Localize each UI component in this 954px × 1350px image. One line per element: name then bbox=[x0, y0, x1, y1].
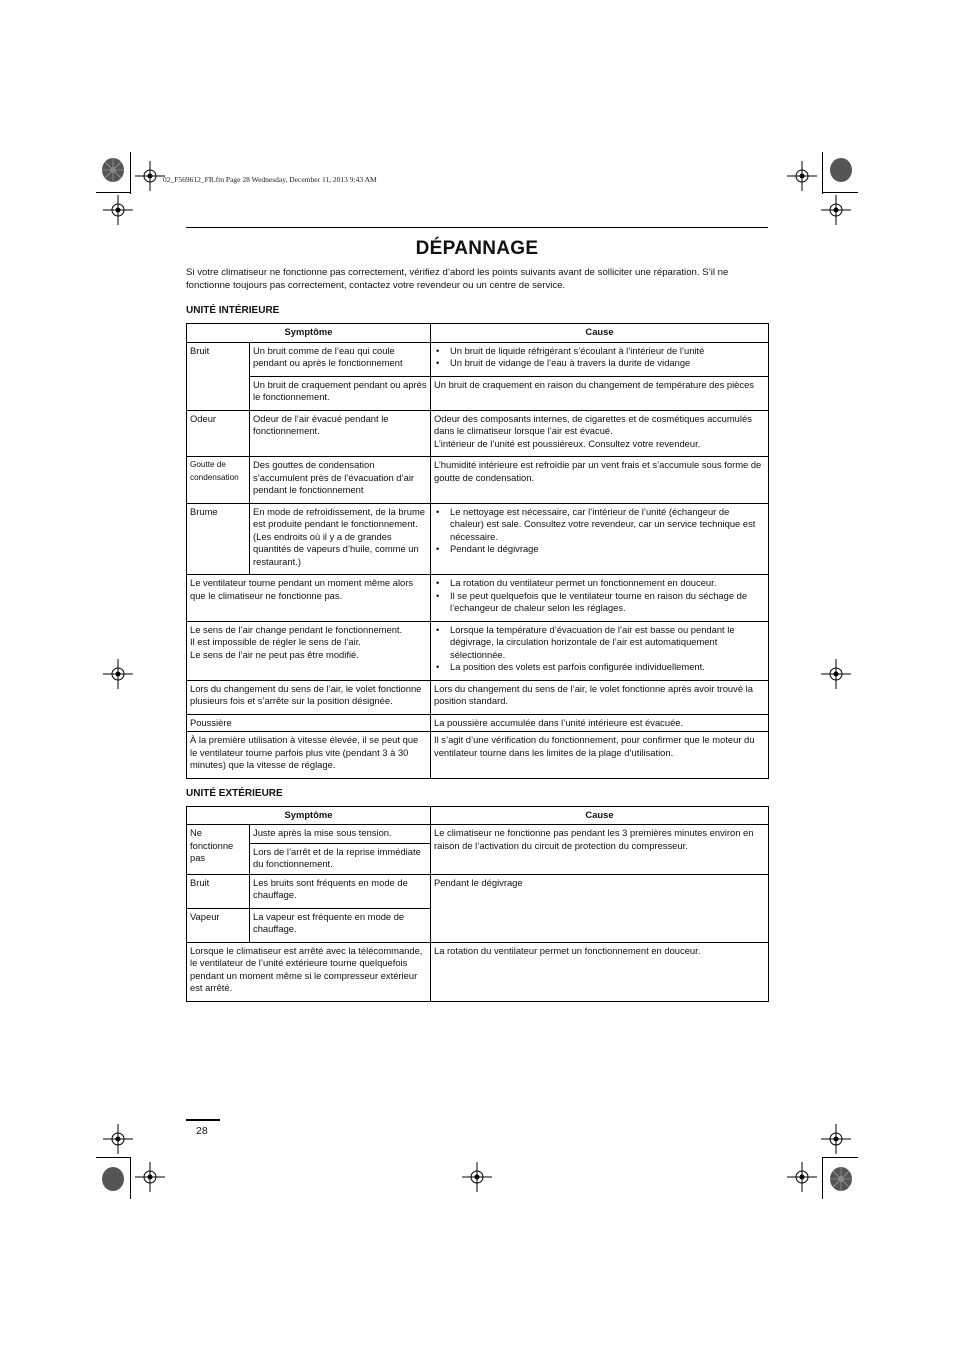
table-header-row bbox=[187, 806, 769, 825]
category-cell: Bruit bbox=[187, 874, 250, 908]
color-target-icon bbox=[101, 157, 125, 183]
page-number: 28 bbox=[196, 1125, 208, 1137]
crosshair-icon bbox=[135, 1162, 165, 1192]
color-target-icon bbox=[829, 1166, 853, 1192]
page-title: DÉPANNAGE bbox=[415, 238, 539, 259]
crosshair-icon bbox=[787, 1162, 817, 1192]
cause-cell: Lors du changement du sens de l’air, le volet fonctionne après avoir trouvé la position standard. bbox=[431, 680, 769, 714]
symptom-line: En mode de refroidissement, de la brume est produite pendant le fonctionnement. bbox=[253, 505, 425, 529]
symptom-cell: Lors de l’arrêt et de la reprise immédiate du fonctionnement. bbox=[250, 843, 431, 874]
color-target-icon bbox=[829, 157, 853, 183]
outdoor-heading: UNITÉ EXTÉRIEURE bbox=[186, 787, 283, 799]
color-target-icon bbox=[101, 1166, 125, 1192]
symptom-cell: Juste après la mise sous tension. bbox=[250, 825, 431, 844]
trim-mark bbox=[822, 192, 858, 193]
cause-bullet: • La rotation du ventilateur permet un fonctionnement en douceur. bbox=[434, 577, 765, 590]
table-row bbox=[187, 732, 769, 779]
table-row bbox=[187, 874, 769, 908]
crosshair-icon bbox=[821, 1124, 851, 1154]
file-info: 02_F569612_FR.fm Page 28 Wednesday, December 11, 2013 9:43 AM bbox=[163, 175, 377, 184]
table-row bbox=[187, 342, 769, 376]
page-content bbox=[186, 227, 768, 1002]
symptom-cell: Des gouttes de condensation s’accumulent près de l’évacuation d’air pendant le fonctionnement bbox=[250, 457, 431, 504]
table-row bbox=[187, 575, 769, 622]
symptom-line: Le sens de l’air change pendant le fonctionnement. bbox=[190, 623, 403, 635]
cause-cell bbox=[431, 342, 769, 376]
category-cell: Vapeur bbox=[187, 908, 250, 942]
symptom-cell: Les bruits sont fréquents en mode de chauffage. bbox=[250, 874, 431, 908]
cause-cell bbox=[431, 575, 769, 622]
crosshair-icon bbox=[103, 195, 133, 225]
cause-cell: Il s’agit d’une vérification du fonctionnement, pour confirmer que le moteur du ventilateur tourne dans les limites de la plage d’utilisation. bbox=[431, 732, 769, 779]
crosshair-icon bbox=[787, 161, 817, 191]
cause-cell: Un bruit de craquement en raison du changement de température des pièces bbox=[431, 376, 769, 410]
cause-bullet: • La position des volets est parfois configurée individuellement. bbox=[434, 661, 765, 674]
table-row bbox=[187, 714, 769, 732]
table-row bbox=[187, 503, 769, 575]
crosshair-icon bbox=[821, 659, 851, 689]
category-cell: Bruit bbox=[187, 342, 250, 410]
cause-bullet: • Il se peut quelquefois que le ventilateur tourne en raison du séchage de l’echangeur de chaleur selon les réglages. bbox=[434, 590, 765, 615]
cause-cell: L’humidité intérieure est refroidie par un vent frais et s’accumule sous forme de goutte de condensation. bbox=[431, 457, 769, 504]
cause-cell bbox=[431, 621, 769, 680]
symptom-line: Il est impossible de régler le sens de l’air. bbox=[190, 636, 361, 647]
cause-cell: Pendant le dégivrage bbox=[431, 874, 769, 942]
footer-rule bbox=[186, 1119, 220, 1121]
cause-header: Cause bbox=[431, 324, 769, 343]
category-cell: Goutte de condensation bbox=[187, 457, 250, 504]
symptom-cell: Odeur de l’air évacué pendant le fonctionnement. bbox=[250, 410, 431, 457]
category-cell: Ne fonctionne pas bbox=[187, 825, 250, 875]
symptom-cell: Un bruit de craquement pendant ou après le fonctionnement. bbox=[250, 376, 431, 410]
outdoor-table bbox=[186, 806, 769, 1002]
table-row bbox=[187, 942, 769, 1001]
cause-cell bbox=[431, 503, 769, 575]
cause-cell: La poussière accumulée dans l’unité intérieure est évacuée. bbox=[431, 714, 769, 732]
symptom-cell bbox=[187, 621, 431, 680]
crosshair-icon bbox=[821, 195, 851, 225]
trim-mark bbox=[822, 1157, 823, 1199]
indoor-table bbox=[186, 323, 769, 779]
symptom-cell: La vapeur est fréquente en mode de chauffage. bbox=[250, 908, 431, 942]
symptom-header: Symptôme bbox=[187, 806, 431, 825]
cause-bullet: • Le nettoyage est nécessaire, car l’intérieur de l’unité (échangeur de chaleur) est sale. Consultez votre revendeur, car un service technique est nécessaire. bbox=[434, 506, 765, 544]
table-row bbox=[187, 376, 769, 410]
cause-cell bbox=[431, 410, 769, 457]
trim-mark bbox=[822, 152, 823, 194]
cause-line: Odeur des composants internes, de cigarettes et de cosmétiques accumulés dans le climatiseur lorsque l’air est évacué. bbox=[434, 412, 752, 436]
table-row bbox=[187, 680, 769, 714]
cause-line: L’intérieur de l’unité est poussiéreux. Consultez votre revendeur. bbox=[434, 437, 701, 449]
symptom-cell: Poussière bbox=[187, 714, 431, 732]
table-row bbox=[187, 825, 769, 844]
trim-mark bbox=[130, 1157, 131, 1199]
cause-bullet: • Pendant le dégivrage bbox=[434, 543, 765, 556]
crosshair-icon bbox=[103, 659, 133, 689]
symptom-cell: Lors du changement du sens de l’air, le volet fonctionne plusieurs fois et s’arrête sur la position désignée. bbox=[187, 680, 431, 714]
category-cell: Odeur bbox=[187, 410, 250, 457]
crosshair-icon bbox=[462, 1162, 492, 1192]
symptom-cell bbox=[250, 503, 431, 575]
symptom-cell: Lorsque le climatiseur est arrêté avec la télécommande, le ventilateur de l’unité extérieure tourne quelquefois pendant un moment même si le compresseur extérieur est arrêté. bbox=[187, 942, 431, 1001]
cause-header: Cause bbox=[431, 806, 769, 825]
indoor-heading: UNITÉ INTÉRIEURE bbox=[186, 305, 280, 316]
trim-mark bbox=[96, 192, 130, 193]
cause-bullet: • Lorsque la température d’évacuation de l’air est basse ou pendant le dégivrage, la circulation horizontale de l’air est automatiquement sélectionnée. bbox=[434, 624, 765, 662]
intro-paragraph: Si votre climatiseur ne fonctionne pas correctement, vérifiez d’abord les points suivants avant de solliciter une réparation. S’il ne fonctionne toujours pas correctement, contactez votre revendeur ou un centre de service. bbox=[186, 267, 729, 291]
cause-cell: La rotation du ventilateur permet un fonctionnement en douceur. bbox=[431, 942, 769, 1001]
symptom-cell: Le ventilateur tourne pendant un moment même alors que le climatiseur ne fonctionne pas. bbox=[187, 575, 431, 622]
cause-cell: Le climatiseur ne fonctionne pas pendant les 3 premières minutes environ en raison de l’activation du circuit de protection du compresseur. bbox=[431, 825, 769, 875]
trim-mark bbox=[96, 1157, 130, 1158]
table-row bbox=[187, 457, 769, 504]
symptom-line: Le sens de l’air ne peut pas être modifié. bbox=[190, 648, 359, 660]
crosshair-icon bbox=[103, 1124, 133, 1154]
trim-mark bbox=[822, 1157, 858, 1158]
symptom-cell: À la première utilisation à vitesse élevée, il se peut que le ventilateur tourne parfois plus vite (pendant 3 à 30 minutes) que la vitesse de réglage. bbox=[187, 732, 431, 779]
category-cell: Brume bbox=[187, 503, 250, 575]
cause-bullet: • Un bruit de vidange de l’eau à travers la durite de vidange bbox=[434, 357, 765, 370]
table-header-row bbox=[187, 324, 769, 343]
trim-mark bbox=[130, 152, 131, 194]
table-row bbox=[187, 410, 769, 457]
cause-bullet: • Un bruit de liquide réfrigérant s’écoulant à l’intérieur de l’unité bbox=[434, 345, 765, 358]
symptom-line: (Les endroits où il y a de grandes quantités de vapeurs d’huile, comme un restaurant.) bbox=[253, 530, 419, 567]
top-rule bbox=[186, 227, 768, 228]
symptom-header: Symptôme bbox=[187, 324, 431, 343]
crosshair-icon bbox=[135, 161, 165, 191]
table-row bbox=[187, 621, 769, 680]
symptom-cell: Un bruit comme de l’eau qui coule pendant ou après le fonctionnement bbox=[250, 342, 431, 376]
